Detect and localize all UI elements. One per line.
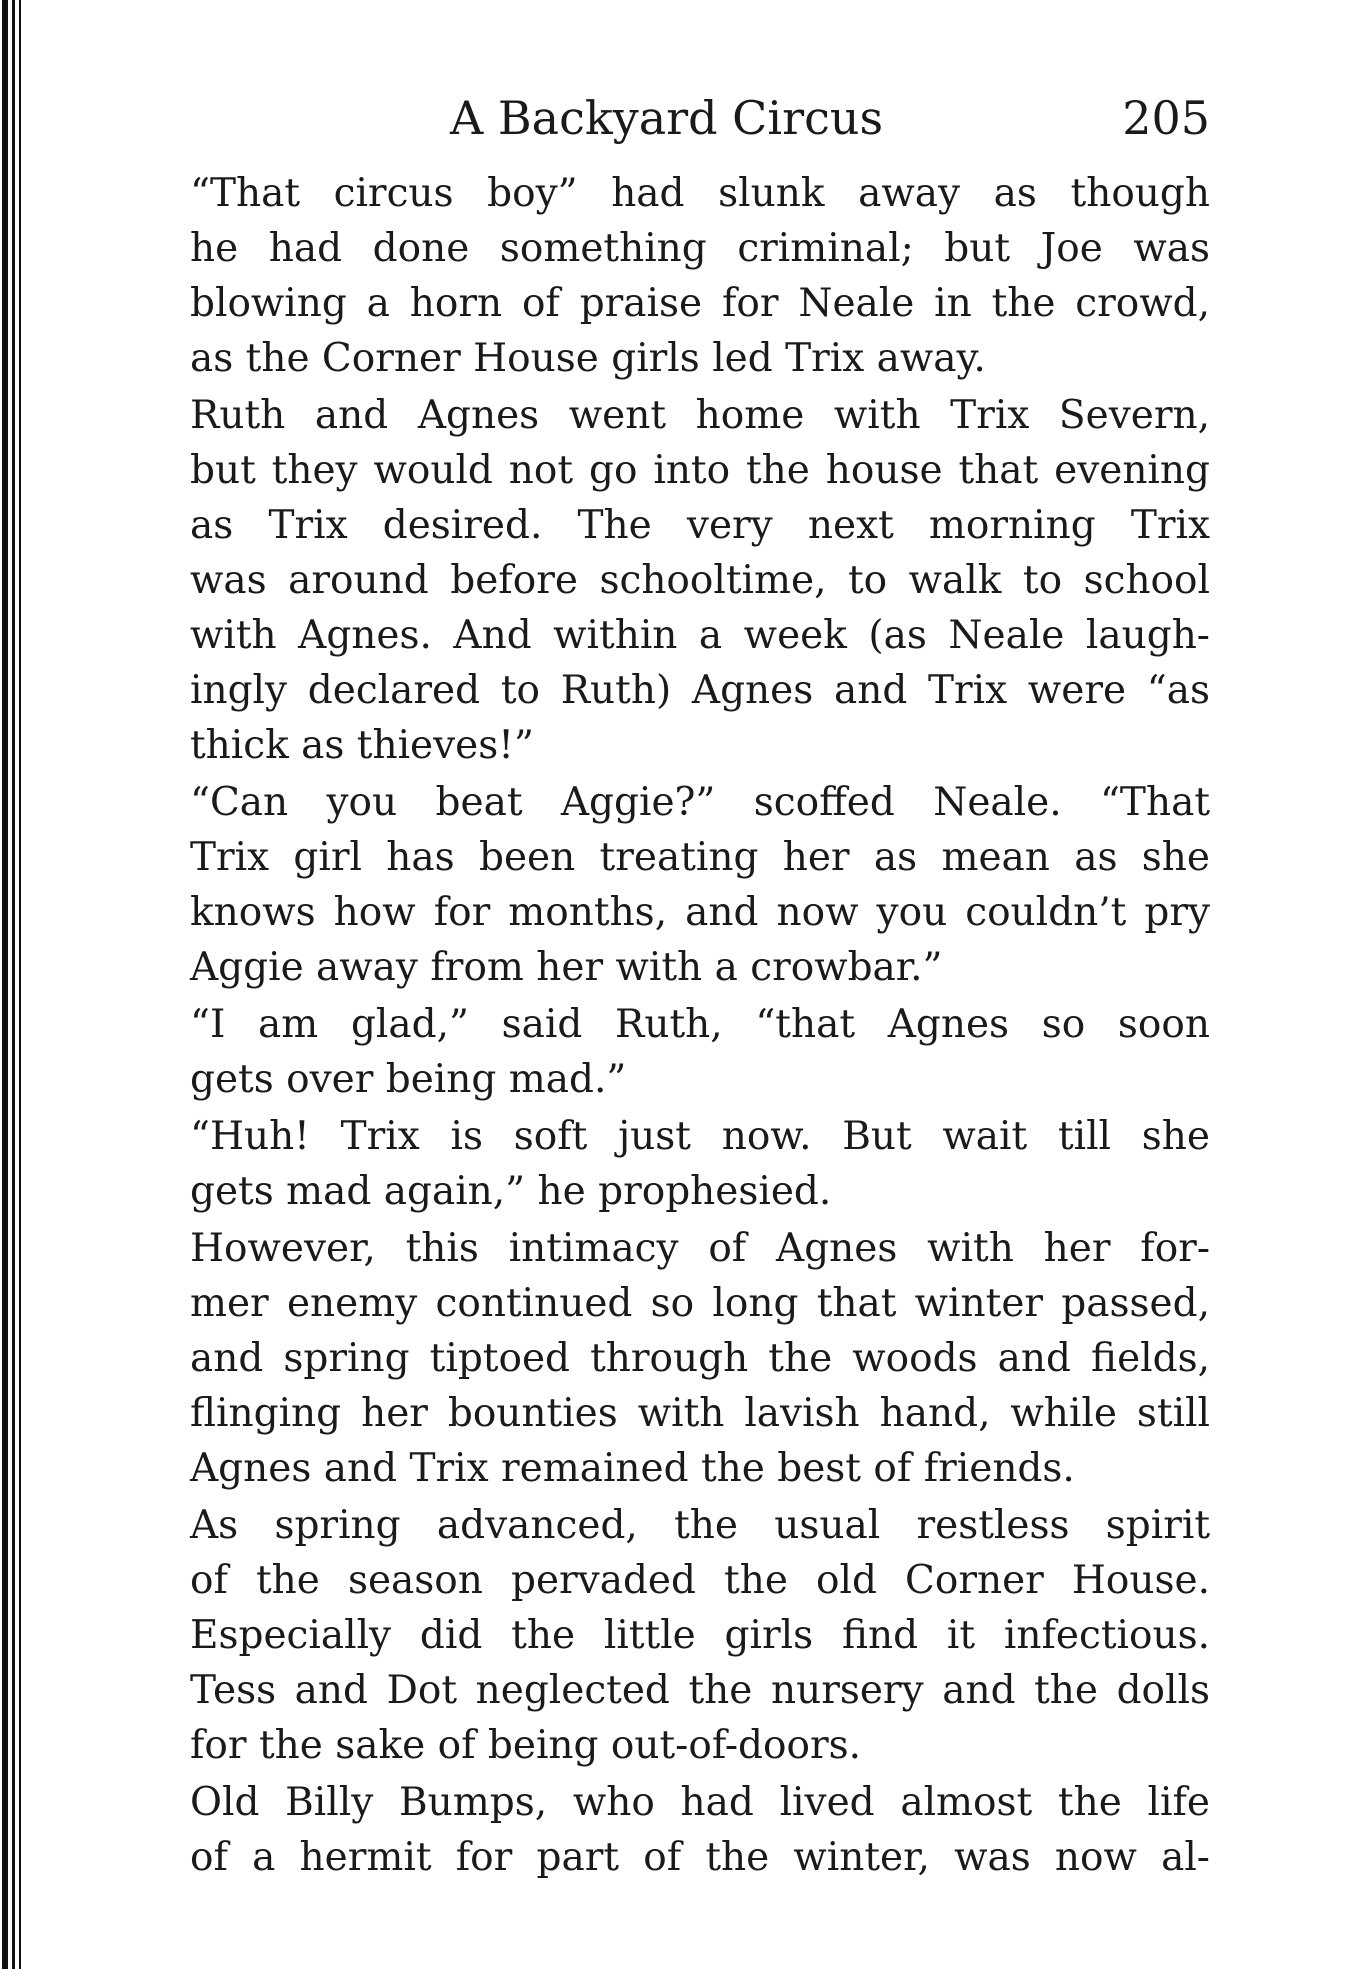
text-line: “Can you beat Aggie?” scoffed Neale. “That [190,780,1210,825]
text-line: as Trix desired. The very next morning Trix [190,503,1210,548]
book-page [190,90,1210,1930]
text-line: Old Billy Bumps, who had lived almost the life [190,1780,1210,1825]
text-line: gets over being mad.” [190,1057,627,1102]
text-line: thick as thieves!” [190,723,534,768]
text-line: “I am glad,” said Ruth, “that Agnes so soon [190,1002,1210,1047]
text-line: and spring tiptoed through the woods and fields, [190,1336,1210,1381]
text-line: as the Corner House girls led Trix away. [190,336,986,381]
binding-edge [19,0,21,1969]
text-line: flinging her bounties with lavish hand, while still [190,1391,1210,1436]
chapter-title: A Backyard Circus [450,91,884,145]
text-line: “That circus boy” had slunk away as though [190,171,1210,216]
text-line: he had done something criminal; but Joe was [190,226,1210,271]
text-line: knows how for months, and now you couldn’t pry [190,890,1210,935]
binding-edge [12,0,15,1969]
text-line: Agnes and Trix remained the best of friends. [190,1446,1075,1491]
text-line: with Agnes. And within a week (as Neale laugh- [190,613,1210,658]
text-line: Tess and Dot neglected the nursery and the dolls [190,1668,1210,1713]
text-line: was around before schooltime, to walk to school [190,558,1210,603]
body-text [190,166,1210,1885]
text-line: mer enemy continued so long that winter passed, [190,1281,1210,1326]
running-header [190,90,1210,160]
text-line: Ruth and Agnes went home with Trix Severn, [190,393,1210,438]
text-line: ingly declared to Ruth) Agnes and Trix were “as [190,668,1210,713]
text-line: Especially did the little girls find it infectious. [190,1613,1210,1658]
text-line: for the sake of being out-of-doors. [190,1723,862,1768]
text-line: However, this intimacy of Agnes with her for- [190,1226,1210,1271]
text-line: “Huh! Trix is soft just now. But wait till she [190,1114,1210,1159]
text-line: Trix girl has been treating her as mean as she [190,835,1210,880]
text-line: Aggie away from her with a crowbar.” [190,945,943,990]
text-line: As spring advanced, the usual restless spirit [190,1503,1210,1548]
text-line: but they would not go into the house that evening [190,448,1210,493]
page-number: 205 [1122,91,1210,145]
text-line: of the season pervaded the old Corner House. [190,1558,1210,1603]
binding-edge [2,0,8,1969]
text-line: gets mad again,” he prophesied. [190,1169,832,1214]
text-line: of a hermit for part of the winter, was now al- [190,1835,1210,1880]
text-line: blowing a horn of praise for Neale in the crowd, [190,281,1210,326]
